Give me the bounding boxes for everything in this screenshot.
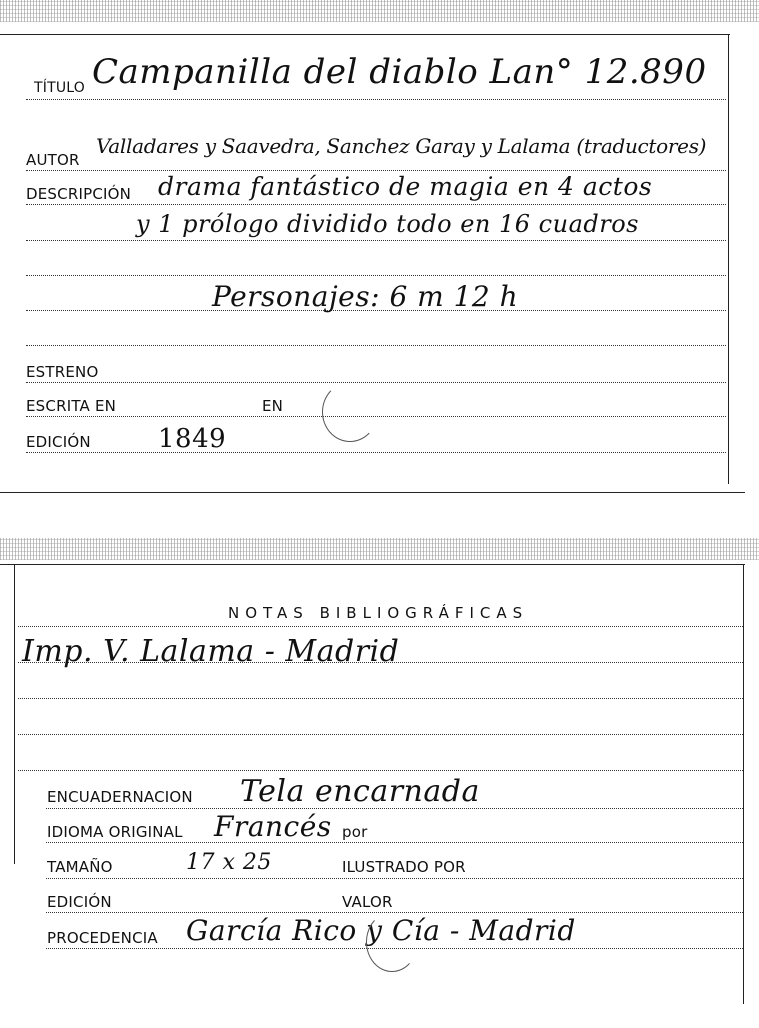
autor-value: Valladares y Saavedra, Sanchez Garay y Lalama (traductores) (96, 134, 707, 158)
edicion-label: EDICIÓN (26, 433, 91, 451)
por-label: por (342, 823, 368, 841)
card-right-border (728, 34, 729, 484)
titulo-value: Campanilla del diablo Lan° 12.890 (92, 52, 707, 92)
catalog-card-top (0, 0, 759, 500)
tamano-value: 17 x 25 (186, 850, 272, 875)
rule-idioma (46, 842, 743, 843)
rule-titulo (26, 99, 726, 100)
card-top-edge-texture (0, 0, 759, 22)
rule-estreno (26, 382, 726, 383)
titulo-label: TÍTULO (34, 80, 85, 96)
card-top-border (0, 34, 730, 35)
procedencia-value: García Rico y Cía - Madrid (186, 914, 576, 947)
card2-top-border (0, 564, 745, 565)
card-bottom-edge-texture (0, 538, 759, 560)
rule-blank-2 (26, 345, 726, 346)
rule-autor (26, 170, 726, 171)
encuadernacion-value: Tela encarnada (240, 774, 480, 809)
rule-desc-2 (26, 240, 726, 241)
edicion-value: 1849 (158, 424, 227, 454)
autor-label: AUTOR (26, 151, 80, 169)
rule-notes-5 (18, 770, 743, 771)
rule-descripcion (26, 204, 726, 205)
card2-left-border (14, 564, 15, 864)
ilustrado-por-label: ILUSTRADO POR (342, 858, 466, 876)
escrita-en-label: ESCRITA EN (26, 397, 117, 415)
valor-label: VALOR (342, 893, 393, 911)
rule-edicion (26, 452, 726, 453)
rule-notes-1 (18, 626, 743, 627)
rule-notes-3 (18, 698, 743, 699)
punch-hole-mark (322, 382, 378, 442)
descripcion-label: DESCRIPCIÓN (26, 185, 132, 203)
rule-blank-1 (26, 275, 726, 276)
idioma-original-value: Francés (214, 810, 332, 843)
personajes-value: Personajes: 6 m 12 h (212, 280, 519, 313)
encuadernacion-label: ENCUADERNACION (47, 788, 193, 806)
tamano-label: TAMAÑO (47, 858, 113, 876)
descripcion-value-2: y 1 prólogo dividido todo en 16 cuadros (136, 210, 639, 238)
rule-tamano (46, 878, 743, 879)
descripcion-value-1: drama fantástico de magia en 4 actos (158, 172, 653, 201)
edicion2-label: EDICIÓN (47, 893, 112, 911)
card-bottom-border (0, 492, 745, 493)
notas-heading: NOTAS BIBLIOGRÁFICAS (228, 604, 529, 622)
estreno-label: ESTRENO (26, 363, 99, 381)
notes-value-1: Imp. V. Lalama - Madrid (22, 634, 400, 669)
card2-right-border (743, 564, 744, 1004)
procedencia-label: PROCEDENCIA (47, 929, 158, 947)
rule-notes-4 (18, 734, 743, 735)
punch-hole-mark-2 (366, 912, 418, 972)
catalog-card-bottom (0, 538, 759, 1028)
en-label: EN (262, 397, 284, 415)
idioma-original-label: IDIOMA ORIGINAL (47, 823, 183, 841)
